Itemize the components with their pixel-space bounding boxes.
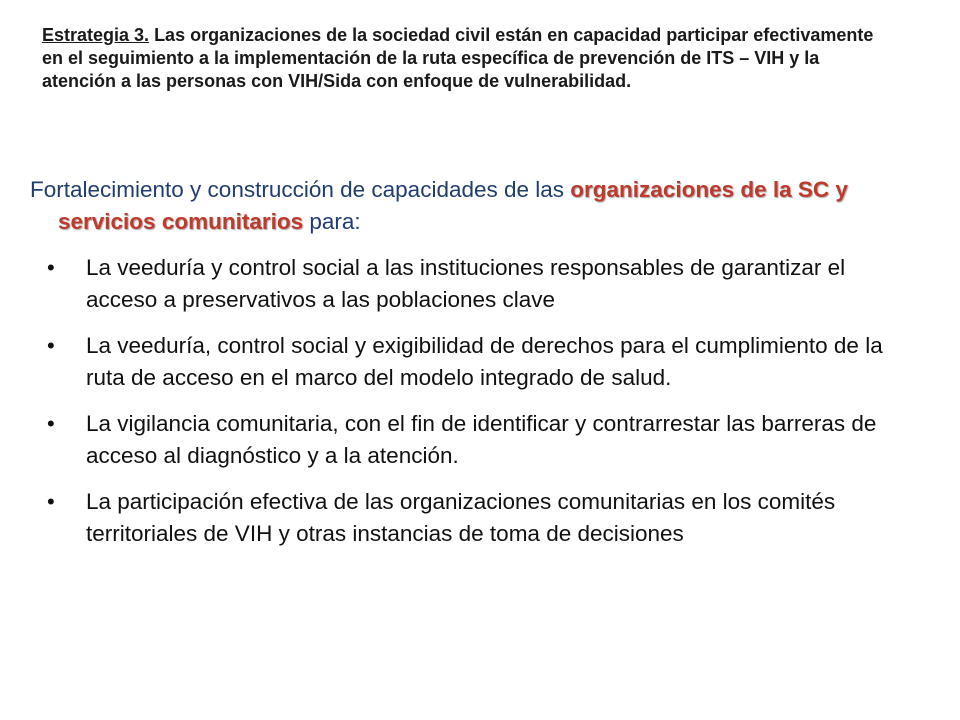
intro-highlight: organizaciones de la SC y servicios comunitarios	[58, 177, 848, 234]
list-item	[47, 252, 918, 316]
bullet-icon: •	[47, 255, 55, 280]
bullet-text: La vigilancia comunitaria, con el fin de identificar y contrarrestar las barreras de acceso al diagnóstico y a la atención.	[86, 411, 877, 468]
bullet-text: La participación efectiva de las organizaciones comunitarias en los comités territoriales de VIH y otras instancias de toma de decisiones	[86, 489, 836, 546]
bullet-text: La veeduría, control social y exigibilidad de derechos para el cumplimiento de la ruta de acceso en el marco del modelo integrado de salud.	[86, 333, 883, 390]
list-item	[47, 408, 918, 472]
bullet-text: La veeduría y control social a las instituciones responsables de garantizar el acceso a preservativos a las poblaciones clave	[86, 255, 846, 312]
intro-paragraph	[30, 174, 918, 238]
bullet-list	[47, 252, 918, 550]
title-prefix: Estrategia 3.	[42, 25, 150, 45]
bullet-icon: •	[47, 489, 55, 514]
intro-tail: para:	[303, 209, 361, 234]
slide-title	[42, 24, 882, 93]
title-text: Las organizaciones de la sociedad civil están en capacidad participar efectivamente en el seguimiento a la implementación de la ruta específica de prevención de ITS – VIH y la atención a las personas con VIH/Sida con enfoque de vulnerabilidad.	[42, 25, 874, 91]
bullet-icon: •	[47, 333, 55, 358]
slide-body	[30, 174, 918, 564]
bullet-icon: •	[47, 411, 55, 436]
list-item	[47, 486, 918, 550]
list-item	[47, 330, 918, 394]
intro-lead: Fortalecimiento y construcción de capacidades de las	[30, 177, 571, 202]
